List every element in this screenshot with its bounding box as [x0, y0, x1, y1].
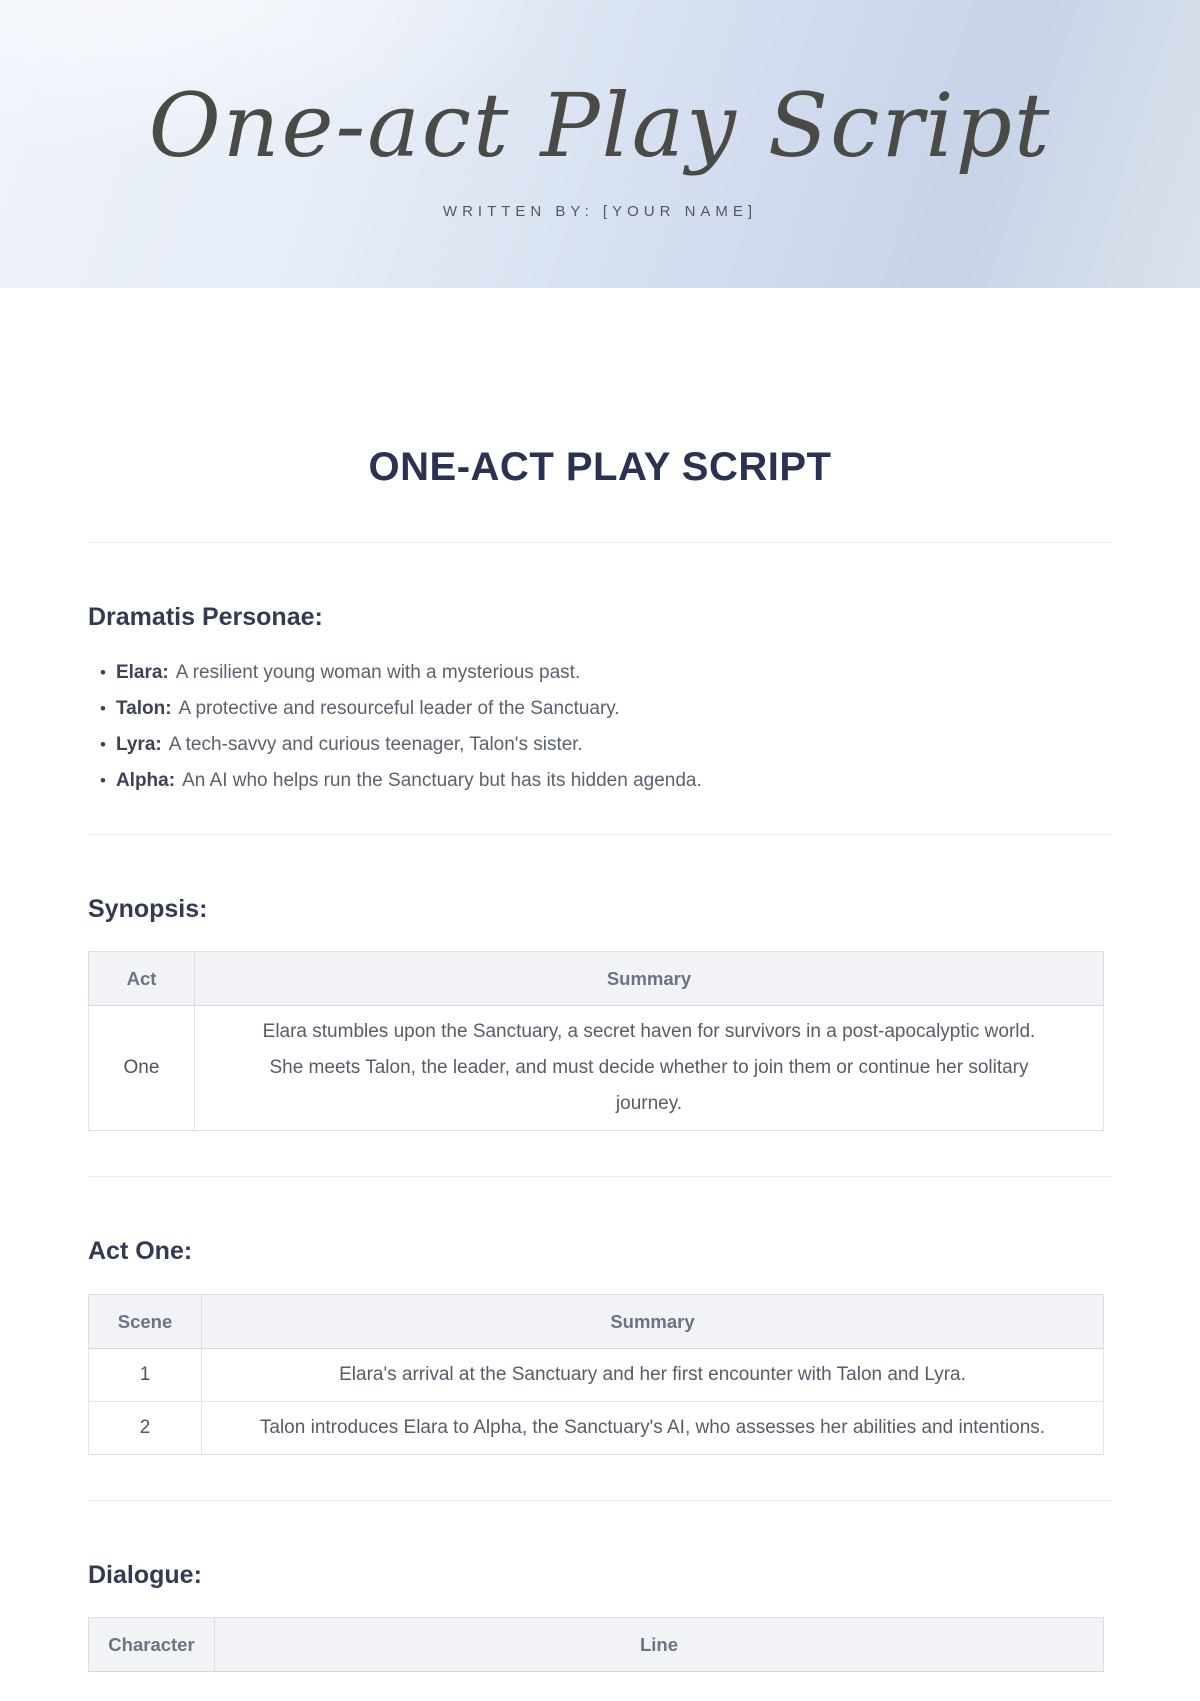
personae-item	[100, 696, 1112, 722]
synopsis-header-summary: Summary	[195, 952, 1104, 1006]
bullet-dot-icon: •	[100, 770, 106, 790]
character-name: Alpha:	[115, 769, 176, 791]
synopsis-act-cell: One	[89, 1006, 195, 1131]
banner	[0, 0, 1200, 288]
character-name: Elara:	[115, 661, 169, 683]
bullet-dot-icon: •	[100, 698, 106, 718]
document-title: ONE-ACT PLAY SCRIPT	[368, 445, 832, 489]
synopsis-summary-cell: Elara stumbles upon the Sanctuary, a secret haven for survivors in a post-apocalyptic world. She meets Talon, the leader, and must decide whether to join them or continue her solitary journey.	[195, 1006, 1104, 1131]
scene-number-cell: 2	[89, 1401, 202, 1454]
scene-number-cell: 1	[89, 1348, 202, 1401]
bullet-dot-icon: •	[100, 734, 106, 754]
character-name: Talon:	[115, 697, 172, 719]
document-body	[88, 444, 1112, 1672]
dialogue-table-header-row	[89, 1618, 1104, 1672]
section-dialogue	[88, 1559, 1112, 1673]
script-title: One-act Play Script	[148, 74, 1052, 178]
personae-item	[100, 660, 1112, 686]
synopsis-table	[88, 951, 1104, 1131]
act-one-table-header-row	[89, 1294, 1104, 1348]
personae-item	[100, 732, 1112, 758]
character-name: Lyra:	[115, 733, 162, 755]
dialogue-header-character: Character	[89, 1618, 215, 1672]
synopsis-header-act: Act	[89, 952, 195, 1006]
dialogue-table	[88, 1617, 1104, 1672]
table-row	[89, 1006, 1104, 1131]
divider	[88, 1176, 1112, 1177]
character-description: A tech-savvy and curious teenager, Talon's sister.	[168, 733, 583, 755]
synopsis-table-header-row	[89, 952, 1104, 1006]
divider	[88, 834, 1112, 835]
act-one-header-scene: Scene	[89, 1294, 202, 1348]
personae-item	[100, 768, 1112, 794]
act-one-heading: Act One:	[88, 1237, 193, 1265]
character-description: A protective and resourceful leader of the Sanctuary.	[178, 697, 620, 719]
personae-item-text	[116, 768, 702, 794]
bullet-dot-icon: •	[100, 662, 106, 682]
character-description: A resilient young woman with a mysterious past.	[175, 661, 581, 683]
personae-item-text	[116, 732, 583, 758]
synopsis-heading: Synopsis:	[88, 894, 208, 923]
section-synopsis	[88, 893, 1112, 1132]
personae-list	[88, 660, 1112, 794]
personae-item-text	[116, 696, 620, 722]
scene-summary-cell: Talon introduces Elara to Alpha, the Sanctuary's AI, who assesses her abilities and intentions.	[202, 1401, 1104, 1454]
scene-summary-cell: Elara's arrival at the Sanctuary and her first encounter with Talon and Lyra.	[202, 1348, 1104, 1401]
personae-item-text	[116, 660, 580, 686]
act-one-header-summary: Summary	[202, 1294, 1104, 1348]
section-act-one	[88, 1235, 1112, 1455]
personae-heading: Dramatis Personae:	[88, 603, 323, 631]
written-by-line: WRITTEN BY: [YOUR NAME]	[442, 202, 758, 220]
act-one-table	[88, 1294, 1104, 1455]
table-row	[89, 1401, 1104, 1454]
dialogue-header-line: Line	[215, 1618, 1104, 1672]
table-row	[89, 1348, 1104, 1401]
character-description: An AI who helps run the Sanctuary but has its hidden agenda.	[182, 769, 702, 791]
divider	[88, 1500, 1112, 1501]
section-dramatis-personae	[88, 601, 1112, 794]
divider	[88, 542, 1112, 543]
dialogue-heading: Dialogue:	[88, 1560, 202, 1589]
